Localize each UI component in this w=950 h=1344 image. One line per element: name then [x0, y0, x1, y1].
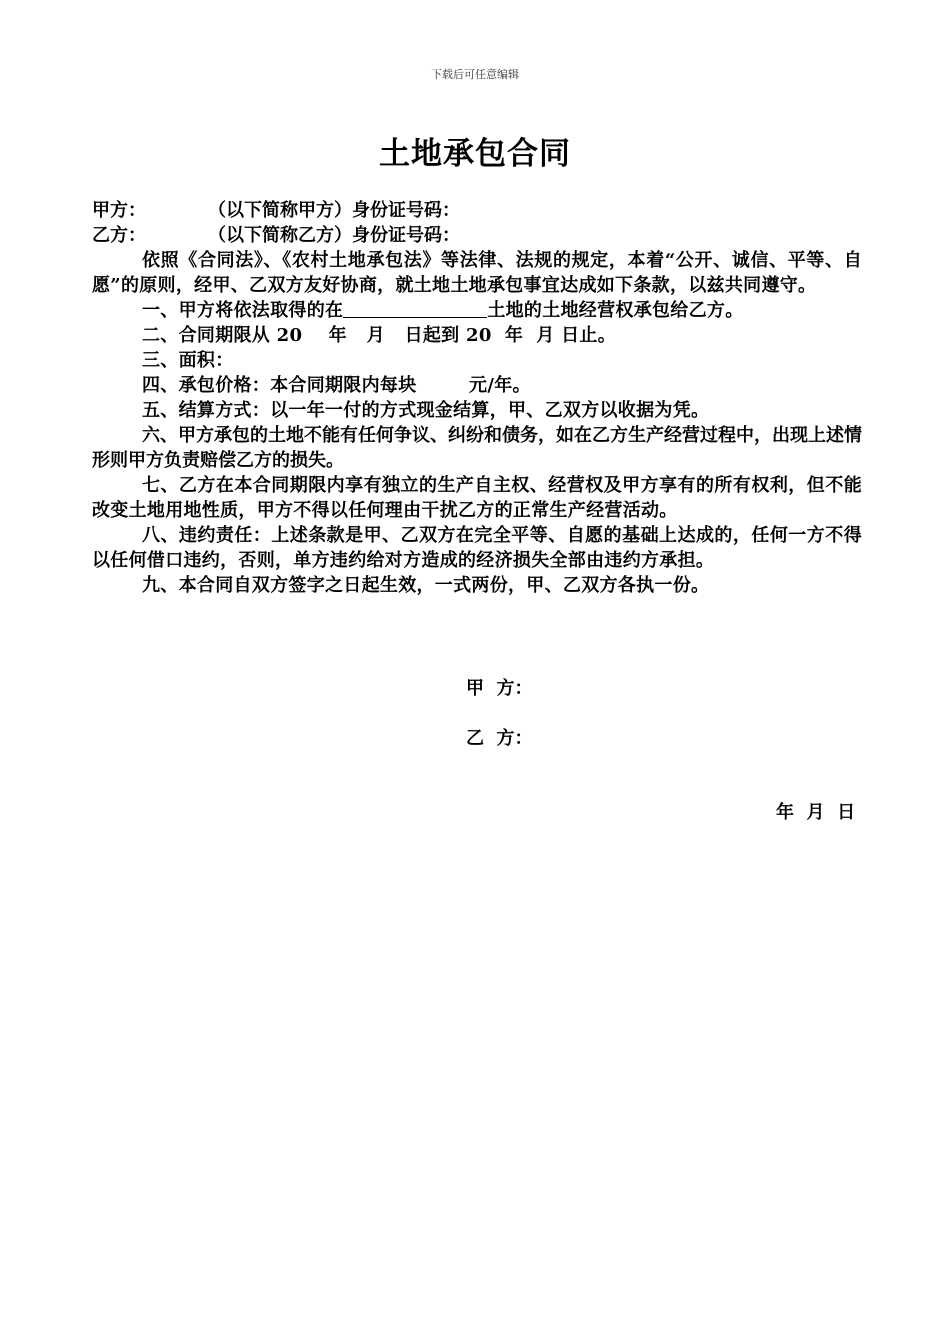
clause-1-after: 土地的土地经营权承包给乙方。 — [487, 300, 744, 321]
clause-6: 六、甲方承包的土地不能有任何争议、纠纷和债务，如在乙方生产经营过程中，出现上述情形则甲方负责赔偿乙方的损失。 — [92, 425, 862, 471]
clause-8: 八、违约责任：上述条款是甲、乙双方在完全平等、自愿的基础上达成的，任何一方不得以任何借口违约，否则，单方违约给对方造成的经济损失全部由违约方承担。 — [92, 525, 862, 571]
location-blank — [343, 299, 487, 318]
clause-3: 三、面积： — [142, 350, 234, 371]
header-note: 下载后可任意编辑 — [431, 68, 519, 81]
contract-body — [92, 198, 862, 598]
clause-4: 四、承包价格：本合同期限内每块 元/年。 — [142, 375, 531, 396]
signature-party-a: 甲 方： — [466, 678, 533, 699]
party-a-line — [92, 198, 862, 223]
party-b-label: 乙方： — [92, 225, 146, 246]
clause-9: 九、本合同自双方签字之日起生效，一式两份，甲、乙双方各执一份。 — [142, 575, 710, 596]
party-b-text: （以下简称乙方）身份证号码： — [208, 225, 460, 246]
clause-7: 七、乙方在本合同期限内享有独立的生产自主权、经营权及甲方享有的所有权利，但不能改变土地用地性质，甲方不得以任何理由干扰乙方的正常生产经营活动。 — [92, 475, 862, 521]
preamble-paragraph: 依照《合同法》、《农村土地承包法》等法律、法规的规定，本着“公开、诚信、平等、自愿”的原则，经甲、乙双方友好协商，就土地土地承包事宜达成如下条款，以兹共同遵守。 — [92, 250, 862, 296]
document-title: 土地承包合同 — [379, 136, 571, 172]
clause-2: 二、合同期限从 20 年 月 日起到 20 年 月 日止。 — [142, 325, 617, 346]
signature-party-b: 乙 方： — [466, 728, 533, 749]
clause-1 — [92, 298, 862, 323]
party-b-line — [92, 223, 862, 248]
party-a-label: 甲方： — [92, 200, 146, 221]
party-a-text: （以下简称甲方）身份证号码： — [208, 200, 460, 221]
clause-1-before: 一、甲方将依法取得的在 — [142, 300, 344, 321]
date-line: 年 月 日 — [776, 802, 856, 823]
clause-5: 五、结算方式：以一年一付的方式现金结算，甲、乙双方以收据为凭。 — [142, 400, 710, 421]
